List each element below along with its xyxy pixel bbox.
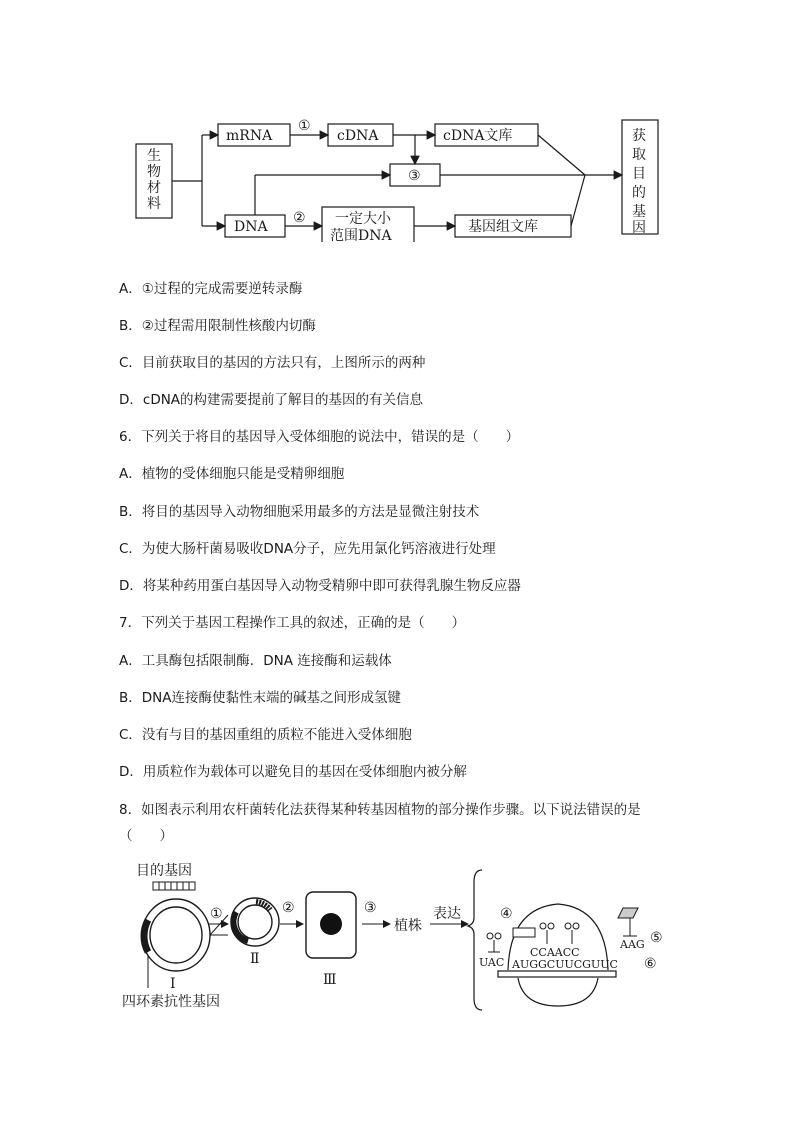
brace bbox=[468, 870, 482, 1010]
target-label-2: 取 bbox=[632, 147, 646, 163]
q6-option-d: D．将某种药用蛋白基因导入动物受精卵中即可获得乳腺生物反应器 bbox=[119, 578, 521, 594]
target-label-6: 因 bbox=[632, 220, 646, 236]
step1-label: ① bbox=[210, 906, 223, 922]
gene-fragment bbox=[153, 882, 195, 890]
q6-option-a: A．植物的受体细胞只能是受精卵细胞 bbox=[119, 466, 345, 482]
trna-left bbox=[487, 933, 501, 952]
gene-label: 目的基因 bbox=[136, 863, 192, 879]
cdna-library-label: cDNA文库 bbox=[443, 128, 513, 144]
q6-option-b: B．将目的基因导入动物细胞采用最多的方法是显微注射技术 bbox=[119, 504, 480, 520]
q7-option-d: D．用质粒作为载体可以避免目的基因在受体细胞内被分解 bbox=[119, 764, 467, 780]
step1-label: ① bbox=[298, 118, 311, 134]
q6-option-c: C．为使大肠杆菌易吸收DNA分子，应先用氯化钙溶液进行处理 bbox=[119, 541, 496, 557]
q5-option-a: A．①过程的完成需要逆转录酶 bbox=[119, 281, 303, 297]
organism-label-2: 物 bbox=[147, 164, 161, 180]
mrna-label: mRNA bbox=[226, 128, 273, 144]
q7-stem: 7．下列关于基因工程操作工具的叙述，正确的是（ ） bbox=[119, 615, 466, 631]
step2-label: ② bbox=[282, 900, 295, 916]
step2-label: ② bbox=[293, 210, 306, 226]
step3-label: ③ bbox=[364, 900, 377, 916]
organism-label-4: 料 bbox=[147, 196, 161, 212]
q7-option-c: C．没有与目的基因重组的质粒不能进入受体细胞 bbox=[119, 727, 412, 743]
cdna-label: cDNA bbox=[337, 128, 379, 144]
trna-anticodon-left: UAC bbox=[479, 956, 505, 969]
gene-acquisition-diagram bbox=[130, 112, 670, 242]
mrna-sequence: AUGGCUUCGUUC bbox=[512, 958, 618, 971]
q5-option-c: C．目前获取目的基因的方法只有，上图所示的两种 bbox=[119, 355, 426, 371]
cell-III-label: Ⅲ bbox=[323, 972, 337, 988]
plasmid-II bbox=[231, 898, 279, 946]
target-label-3: 目 bbox=[632, 166, 646, 182]
q7-option-b: B．DNA连接酶使黏性末端的碱基之间形成氢键 bbox=[119, 690, 401, 706]
cell-nucleus bbox=[320, 913, 342, 935]
step3-label: ③ bbox=[408, 168, 421, 184]
genomic-library-label: 基因组文库 bbox=[468, 219, 538, 235]
transformation-diagram bbox=[118, 860, 688, 1020]
q8-stem: 8．如图表示利用农杆菌转化法获得某种转基因植物的部分操作步骤。以下说法错误的是（ ） bbox=[119, 802, 641, 844]
codons-top: CCAACC bbox=[530, 946, 580, 959]
q7-option-a: A．工具酶包括限制酶．DNA 连接酶和运载体 bbox=[119, 653, 392, 669]
target-label-1: 获 bbox=[632, 128, 646, 144]
trna-center bbox=[513, 923, 579, 944]
fragment-label-2: 范围DNA bbox=[330, 228, 392, 242]
organism-label-1: 生 bbox=[147, 148, 161, 164]
q6-stem: 6．下列关于将目的基因导入受体细胞的说法中，错误的是（ ） bbox=[119, 429, 520, 445]
plasmid-II-label: Ⅱ bbox=[250, 951, 260, 967]
resistance-label: 四环素抗性基因 bbox=[122, 994, 220, 1010]
express-label: 表达 bbox=[433, 906, 461, 922]
step6-label: ⑥ bbox=[644, 956, 657, 972]
dna-label: DNA bbox=[234, 219, 268, 235]
step5-label: ⑤ bbox=[650, 930, 663, 946]
step4-label: ④ bbox=[500, 906, 513, 922]
trna-right bbox=[618, 908, 638, 936]
fragment-label-1: 一定大小 bbox=[335, 211, 391, 227]
plasmid-I-label: Ⅰ bbox=[170, 976, 176, 992]
q5-option-b: B．②过程需用限制性核酸内切酶 bbox=[119, 318, 316, 334]
target-label-4: 的 bbox=[632, 185, 646, 201]
plant-label: 植株 bbox=[394, 918, 422, 934]
q5-option-d: D．cDNA的构建需要提前了解目的基因的有关信息 bbox=[119, 392, 424, 408]
organism-label-3: 材 bbox=[147, 180, 161, 196]
target-label-5: 基 bbox=[632, 204, 646, 220]
trna-anticodon-right: AAG bbox=[620, 938, 645, 951]
